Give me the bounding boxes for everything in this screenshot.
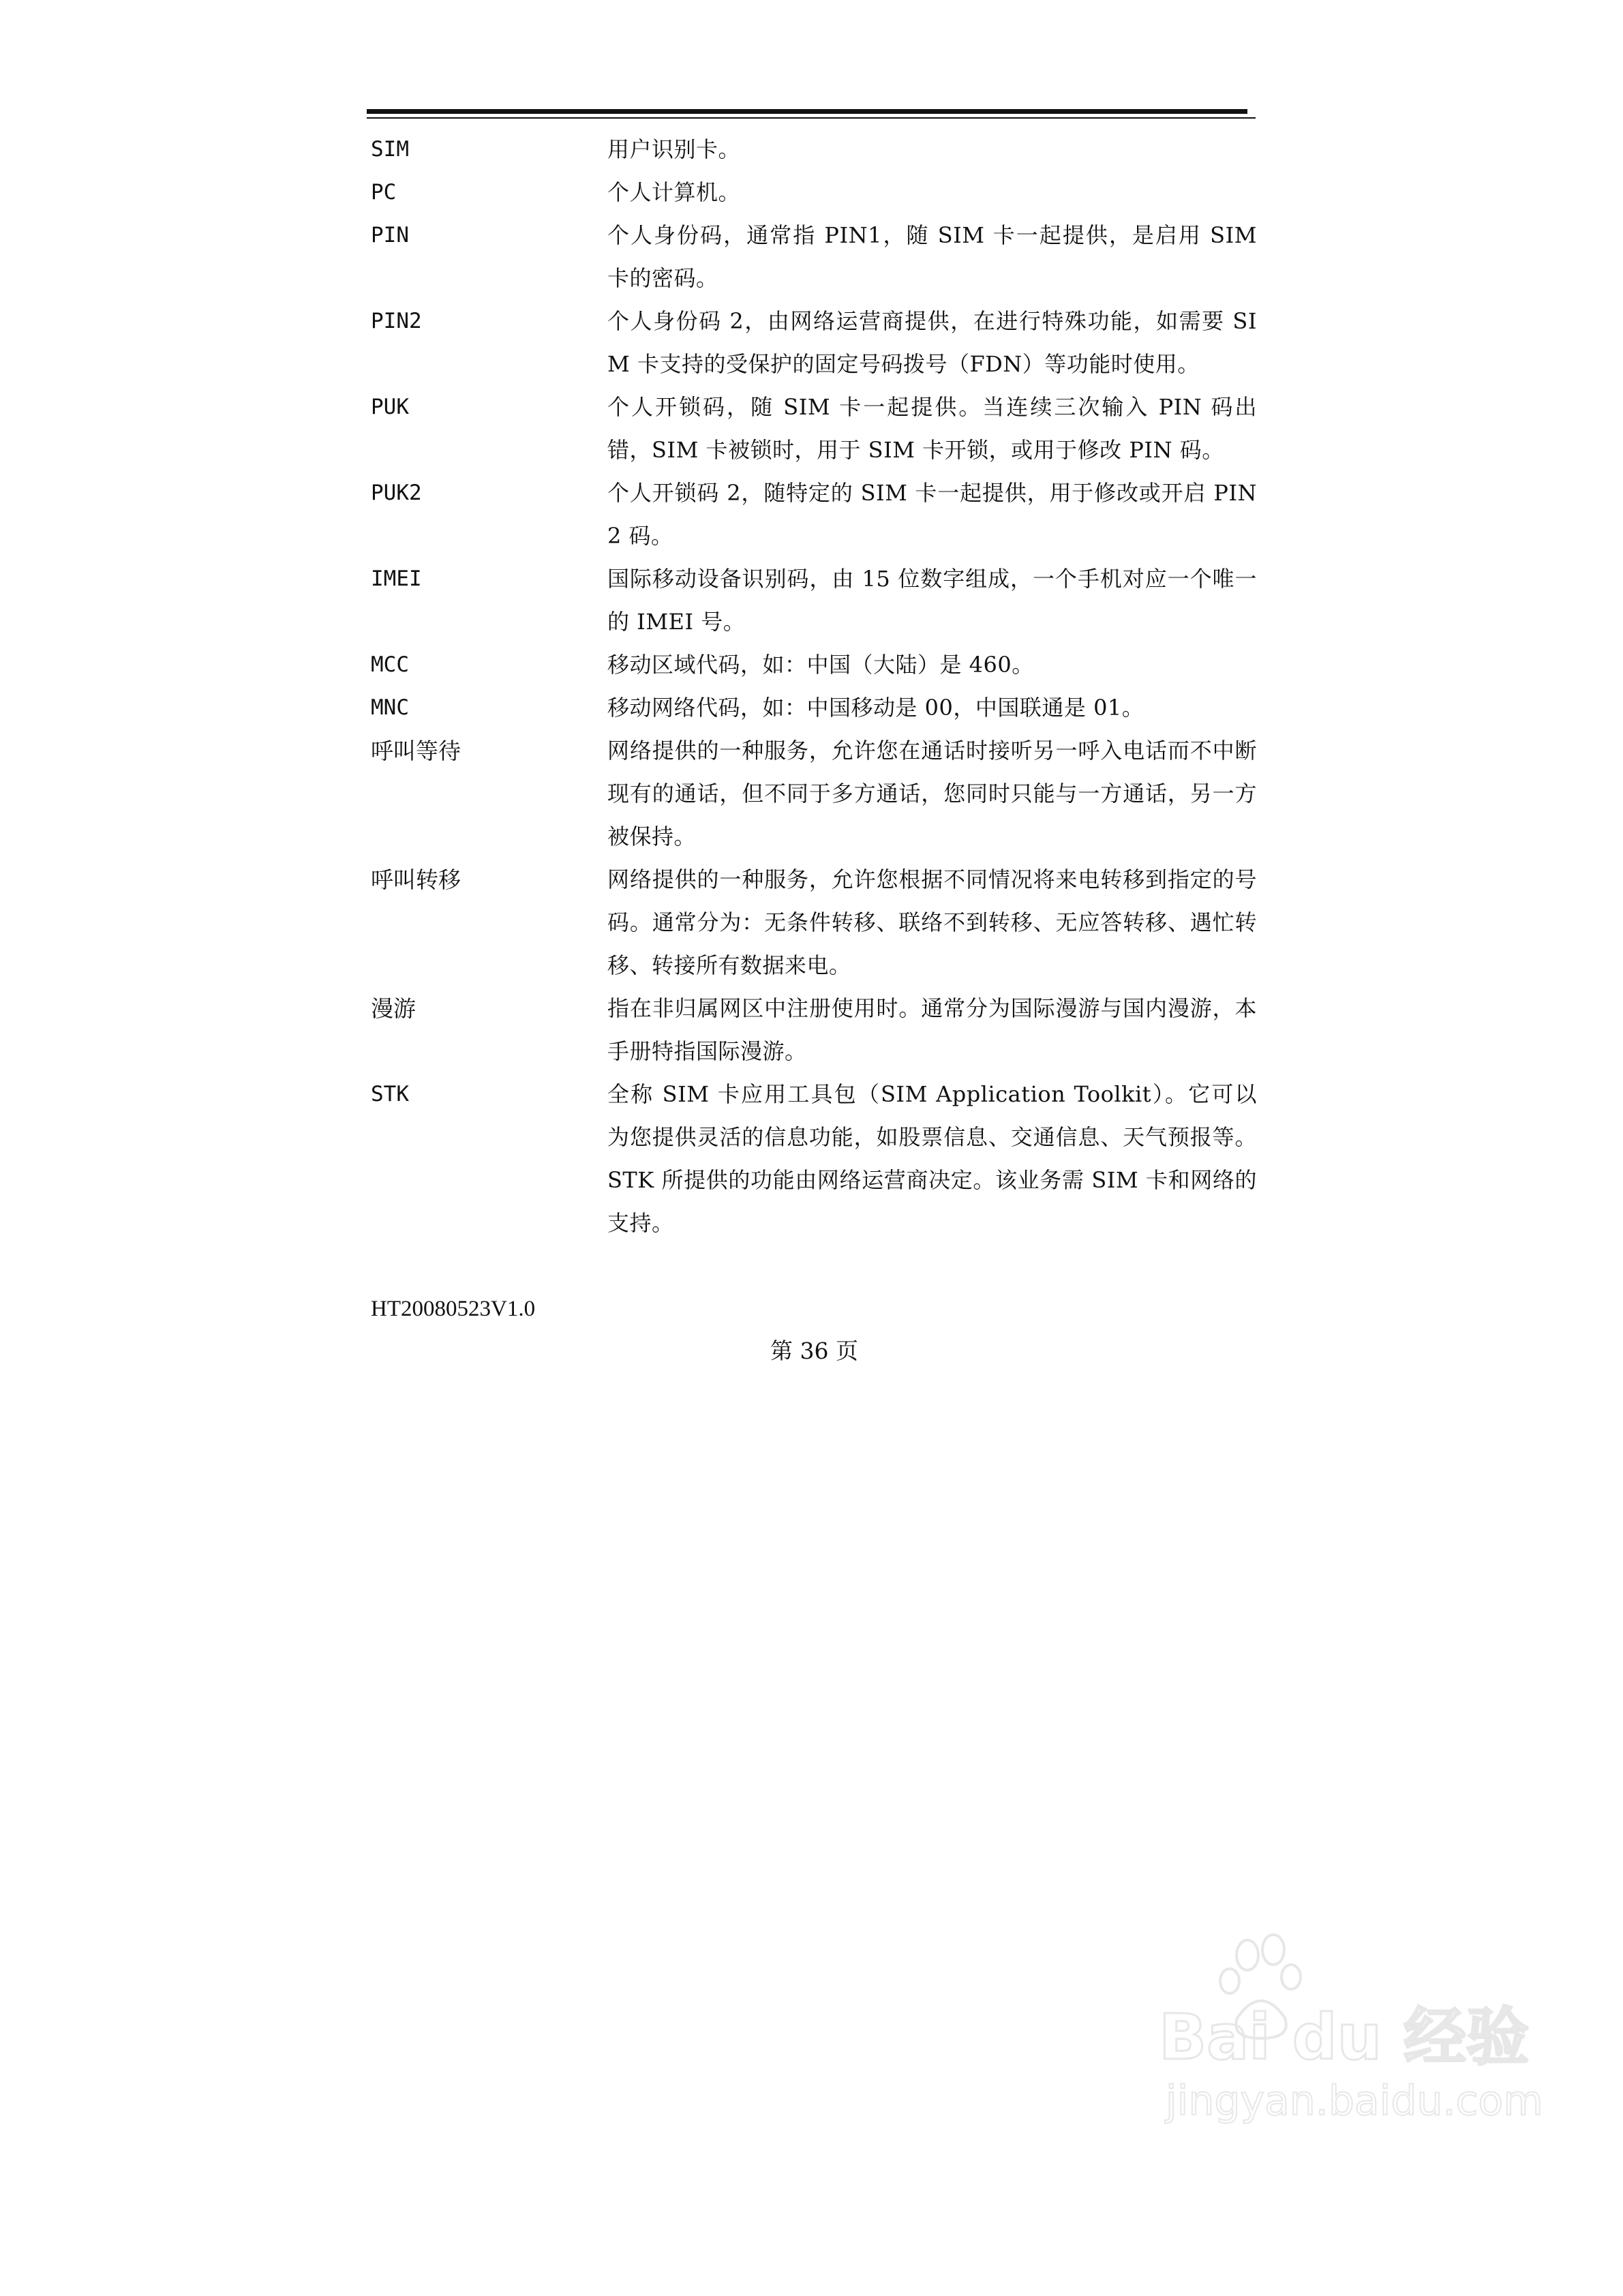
header-rule-thick — [367, 109, 1247, 114]
glossary-row-mcc — [371, 644, 1257, 686]
term-definition: 个人身份码 2，由网络运营商提供，在进行特殊功能，如需要 SIM 卡支持的受保护的固定号码拨号（FDN）等功能时使用。 — [607, 308, 1257, 377]
glossary-row-stk — [371, 1073, 1257, 1245]
document-version-code: HT20080523V1.0 — [371, 1297, 536, 1321]
watermark-url: jingyan.baidu.com — [1166, 2077, 1543, 2125]
term-label: 漫游 — [371, 995, 416, 1022]
term-definition: 个人身份码，通常指 PIN1，随 SIM 卡一起提供，是启用 SIM 卡的密码。 — [607, 222, 1257, 291]
term-label: PIN2 — [371, 309, 422, 333]
term-definition: 全称 SIM 卡应用工具包（SIM Application Toolkit）。它可以为您提供灵活的信息功能，如股票信息、交通信息、天气预报等。STK 所提供的功能由网络运营商决定。该业务需 SIM 卡和网络的支持。 — [607, 1081, 1257, 1236]
glossary-row-imei — [371, 558, 1257, 644]
term-definition: 移动区域代码，如：中国（大陆）是 460。 — [607, 652, 1034, 678]
glossary-row-sim — [371, 128, 1257, 171]
term-definition: 个人计算机。 — [607, 179, 741, 205]
glossary-row-mnc — [371, 686, 1257, 729]
paw-toe-1 — [1237, 1940, 1258, 1970]
watermark-logo-text: Bai du 经验 — [1159, 2001, 1530, 2074]
paw-toe-3 — [1220, 1969, 1239, 1993]
glossary-row-puk — [371, 386, 1257, 472]
term-definition: 个人开锁码，随 SIM 卡一起提供。当连续三次输入 PIN 码出错，SIM 卡被锁时，用于 SIM 卡开锁，或用于修改 PIN 码。 — [607, 394, 1257, 463]
glossary-list — [371, 128, 1257, 1245]
term-label: 呼叫转移 — [371, 866, 461, 893]
paw-toe-2 — [1262, 1935, 1284, 1965]
term-label: SIM — [371, 137, 409, 162]
term-definition: 网络提供的一种服务，允许您在通话时接听另一呼入电话而不中断现有的通话，但不同于多方通话，您同时只能与一方通话，另一方被保持。 — [607, 738, 1257, 849]
term-definition: 移动网络代码，如：中国移动是 00，中国联通是 01。 — [607, 695, 1144, 721]
glossary-row-pin — [371, 214, 1257, 300]
glossary-row-call-waiting — [371, 729, 1257, 858]
term-label: 呼叫等待 — [371, 738, 461, 764]
term-definition: 个人开锁码 2，随特定的 SIM 卡一起提供，用于修改或开启 PIN2 码。 — [607, 480, 1257, 549]
baidu-jingyan-watermark — [1145, 1922, 1568, 2127]
term-label: MNC — [371, 695, 409, 720]
term-label: PUK — [371, 395, 409, 419]
term-definition: 网络提供的一种服务，允许您根据不同情况将来电转移到指定的号码。通常分为：无条件转移、联络不到转移、无应答转移、遇忙转移、转接所有数据来电。 — [607, 866, 1257, 978]
term-label: PC — [371, 180, 397, 205]
glossary-row-roaming — [371, 987, 1257, 1073]
term-label: STK — [371, 1082, 409, 1106]
term-definition: 国际移动设备识别码，由 15 位数字组成，一个手机对应一个唯一的 IMEI 号。 — [607, 566, 1257, 635]
term-label: IMEI — [371, 567, 422, 591]
glossary-row-pin2 — [371, 300, 1257, 386]
glossary-row-pc — [371, 171, 1257, 214]
term-label: MCC — [371, 652, 409, 677]
header-rule-thin — [367, 117, 1256, 119]
paw-toe-4 — [1281, 1965, 1301, 1989]
page-number: 第 36 页 — [770, 1338, 858, 1364]
glossary-row-call-forwarding — [371, 858, 1257, 987]
glossary-row-puk2 — [371, 472, 1257, 558]
term-label: PIN — [371, 223, 409, 247]
term-label: PUK2 — [371, 481, 422, 505]
term-definition: 用户识别卡。 — [607, 136, 741, 162]
term-definition: 指在非归属网区中注册使用时。通常分为国际漫游与国内漫游，本手册特指国际漫游。 — [607, 995, 1257, 1064]
